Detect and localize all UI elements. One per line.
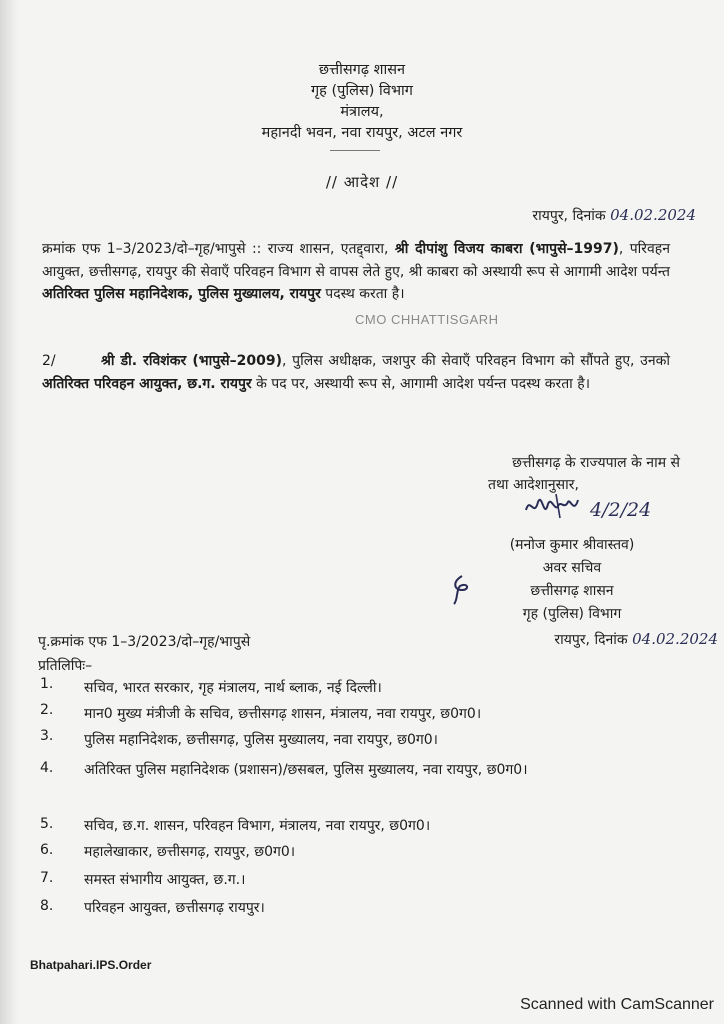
list-item-number: 8. (40, 898, 54, 914)
order-paragraph-1 (42, 238, 670, 306)
list-item (40, 892, 690, 918)
list-item (40, 836, 690, 864)
list-item-text: महालेखाकार, छत्तीसगढ़, रायपुर, छ0ग0। (84, 844, 296, 860)
endorsement-date-prefix: रायपुर, दिनांक (554, 632, 628, 648)
list-item (40, 864, 690, 892)
list-item (40, 702, 690, 728)
order-line: तथा आदेशानुसार, (488, 477, 579, 493)
signatory-designation: अवर सचिव (542, 560, 602, 576)
new-posting-2: अतिरिक्त परिवहन आयुक्त, छ.ग. रायपुर (42, 375, 252, 392)
list-item-number: 7. (40, 870, 54, 886)
list-item-text: समस्त संभागीय आयुक्त, छ.ग.। (84, 872, 246, 888)
department-name: गृह (पुलिस) विभाग (311, 83, 413, 99)
officer-name-1: श्री दीपांशु विजय काबरा (भापुसे–1997) (394, 241, 619, 257)
copy-list (40, 676, 690, 918)
watermark: CMO CHHATTISGARH (355, 312, 499, 327)
para2-text-b: के पद पर, अस्थायी रूप से, आगामी आदेश पर्यन्त पदस्थ करता है। (251, 375, 590, 392)
list-item (40, 754, 690, 810)
header-divider (330, 150, 380, 151)
endorsement-date (554, 630, 718, 649)
list-item-number: 4. (40, 760, 54, 776)
page-edge-shadow (0, 0, 18, 1024)
para1-text-c: पदस्थ करता है। (320, 286, 405, 302)
list-item-number: 1. (40, 676, 54, 692)
order-paragraph-2 (42, 350, 670, 395)
govt-name: छत्तीसगढ़ शासन (318, 62, 406, 78)
date-prefix: रायपुर, दिनांक (532, 208, 606, 224)
signatory-department: गृह (पुलिस) विभाग (522, 606, 622, 622)
order-date (532, 206, 696, 225)
para1-text-a: क्रमांक एफ 1–3/2023/दो–गृह/भापुसे :: राज्य शासन, एतद्द्वारा, (42, 241, 395, 257)
para1-text-b: , परिवहन आयुक्त, छत्तीसगढ़, रायपुर की सेवाएँ परिवहन विभाग से वापस लेते हुए, श्री काबरा को अस्थायी रूप से आगामी आदेश पर्यन्त (42, 241, 670, 280)
signatory-name: (मनोज कुमार श्रीवास्तव) (509, 537, 635, 553)
handwritten-date: 04.02.2024 (610, 206, 696, 224)
signatory-block (452, 534, 692, 626)
footer-note: Bhatpahari.IPS.Order (30, 958, 152, 972)
signatory-government: छत्तीसगढ़ शासन (530, 583, 614, 599)
signature-date: 4/2/24 (590, 499, 652, 521)
list-item (40, 676, 690, 702)
list-item-number: 3. (40, 728, 54, 744)
governor-line: छत्तीसगढ़ के राज्यपाल के नाम से (512, 455, 680, 471)
letterhead (0, 60, 724, 144)
list-item (40, 728, 690, 754)
para2-number: 2/ (42, 353, 56, 369)
list-item-text: सचिव, भारत सरकार, गृह मंत्रालय, नार्थ ब्लाक, नई दिल्ली। (84, 680, 382, 696)
endorsement-handwritten-date: 04.02.2024 (632, 630, 718, 648)
list-item-number: 5. (40, 816, 54, 832)
list-item-text: अतिरिक्त पुलिस महानिदेशक (प्रशासन)/छसबल, पुलिस मुख्यालय, नवा रायपुर, छ0ग0। (84, 762, 528, 778)
para2-text-a: , पुलिस अधीक्षक, जशपुर की सेवाएँ परिवहन विभाग को सौंपते हुए, उनको (282, 353, 670, 369)
list-item-text: पुलिस महानिदेशक, छत्तीसगढ़, पुलिस मुख्यालय, नवा रायपुर, छ0ग0। (84, 732, 438, 748)
initials-mark (448, 572, 474, 608)
list-item-number: 2. (40, 702, 54, 718)
new-posting-1: अतिरिक्त पुलिस महानिदेशक, पुलिस मुख्यालय, रायपुर (42, 286, 321, 302)
order-title: // आदेश // (325, 173, 399, 191)
officer-name-2: श्री डी. रविशंकर (भापुसे–2009) (100, 353, 283, 369)
list-item-text: मान0 मुख्य मंत्रीजी के सचिव, छत्तीसगढ़ शासन, मंत्रालय, नवा रायपुर, छ0ग0। (84, 706, 482, 722)
list-item (40, 810, 690, 836)
signature-image (520, 488, 690, 528)
scanner-watermark: Scanned with CamScanner (520, 996, 714, 1013)
endorsement-reference: पृ.क्रमांक एफ 1–3/2023/दो–गृह/भापुसे (38, 634, 251, 650)
ministry-name: मंत्रालय, (340, 104, 384, 120)
list-item-text: सचिव, छ.ग. शासन, परिवहन विभाग, मंत्रालय, नवा रायपुर, छ0ग0। (84, 818, 431, 834)
list-item-text: परिवहन आयुक्त, छत्तीसगढ़ रायपुर। (84, 900, 265, 916)
address-line: महानदी भवन, नवा रायपुर, अटल नगर (261, 125, 463, 141)
list-item-number: 6. (40, 842, 54, 858)
copy-to-label: प्रतिलिपिः– (38, 658, 93, 674)
